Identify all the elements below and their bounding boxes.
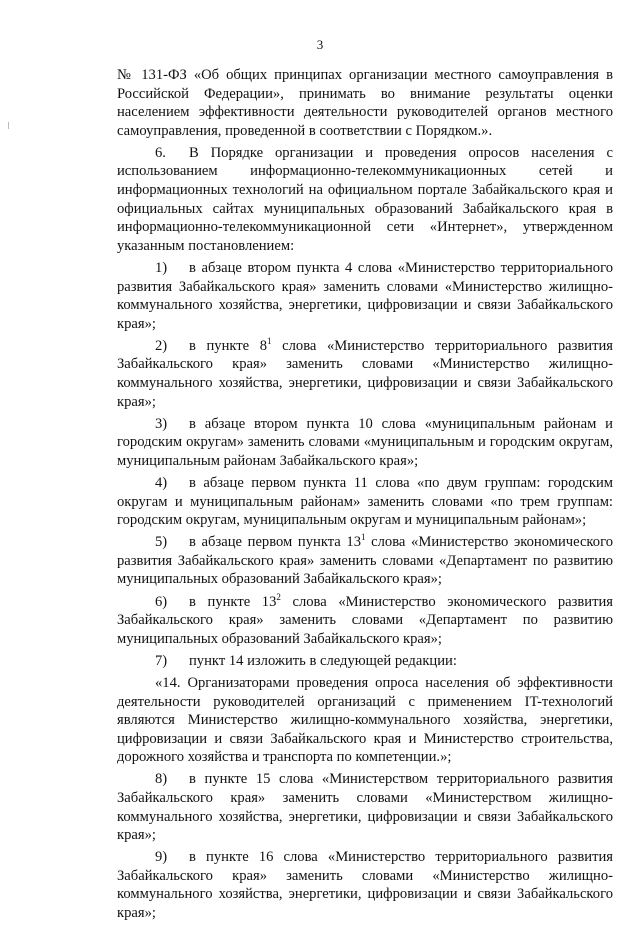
subitem-8: [117, 770, 613, 844]
paragraph-text: в абзаце втором пункта 4 слова «Министерство территориального развития Забайкальского края» заменить словами «Министерство жилищно-коммунального хозяйства, энергетики, цифровизации и связи Забайкальского края»;: [117, 259, 613, 332]
item-number: 8): [155, 771, 168, 788]
paragraph-text-before: в пункте 8: [189, 337, 268, 354]
paragraph-text: в пункте 16 слова «Министерство территориального развития Забайкальского края» заменить словами «Министерство жилищно-коммунального хозяйства, энергетики, цифровизации и связи Забайкальского края»;: [117, 849, 613, 922]
paragraph-text: В Порядке организации и проведения опросов населения с использованием информационно-телекоммуникационных сетей и информационных технологий на официальном портале Забайкальского края и официальных сайтах муниципальных образований Забайкальского края в информационно-телекоммуникационной сети «Интернет», утвержденном указанным постановлением:: [117, 144, 613, 254]
paragraph-text-before: в пункте 13: [189, 593, 277, 610]
paragraph-text: «14. Организаторами проведения опроса населения об эффективности деятельности руководителей организаций с применением IT-технологий являются Министерство жилищно-коммунального хозяйства, энергетики, цифровизации и связи Забайкальского края и Министерство строительства, дорожного хозяйства и транспорта по компетенции.»;: [117, 674, 613, 766]
item-number: 6): [155, 593, 168, 610]
item-number: 1): [155, 259, 168, 276]
item-number: 9): [155, 849, 168, 866]
paragraph-text: в абзаце втором пункта 10 слова «муниципальным районам и городским округам» заменить словами «муниципальным и городским округам, муниципальным районам Забайкальского края»;: [117, 415, 613, 469]
item-number: 5): [155, 534, 168, 551]
paragraph-text: пункт 14 изложить в следующей редакции:: [189, 652, 457, 669]
paragraph-text-after: слова «Министерство экономического развития Забайкальского края» заменить словами «Департамент по развитию муниципальных образований Забайкальского края»;: [117, 593, 614, 647]
subitem-3: [117, 415, 613, 471]
subitem-7: [117, 652, 613, 671]
paragraph-text-after: слова «Министерство экономического развития Забайкальского края» заменить словами «Департамент по развитию муниципальных образований Забайкальского края»;: [117, 534, 613, 588]
subitem-1: [117, 259, 613, 333]
item-number: 3): [155, 415, 168, 432]
subitem-2: [117, 337, 613, 411]
superscript: 1: [361, 532, 366, 543]
paragraph-text-before: в абзаце первом пункта 13: [189, 534, 362, 551]
margin-mark: [8, 122, 9, 129]
paragraph-continuation: [117, 66, 613, 140]
document-body: [117, 66, 613, 926]
superscript: 2: [276, 591, 281, 602]
page-number: 3: [316, 37, 324, 52]
paragraph-text: № 131-ФЗ «Об общих принципах организации местного самоуправления в Российской Федерации», принимать во внимание результаты оценки населением эффективности деятельности руководителей органов местного самоуправления, проведенной в соответствии с Порядком.».: [117, 67, 613, 139]
paragraph-text: в абзаце первом пункта 11 слова «по двум группам: городским округам и муниципальным районам» заменить словами «по трем группам: городским округам, муниципальным округам и муниципальным районам»;: [117, 474, 613, 529]
subitem-4: [117, 474, 613, 530]
subitem-6: [117, 593, 613, 649]
superscript: 1: [267, 335, 272, 346]
item-number: 6.: [155, 144, 166, 161]
item-number: 7): [155, 652, 168, 669]
subitem-9: [117, 848, 613, 922]
item-number: 2): [155, 337, 168, 354]
item-number: 4): [155, 474, 168, 491]
subitem-5: [117, 533, 613, 589]
paragraph-text-after: слова «Министерство территориального развития Забайкальского края» заменить словами «Министерство жилищно-коммунального хозяйства, энергетики, цифровизации и связи Забайкальского края»;: [117, 337, 613, 410]
paragraph-item-6: [117, 144, 613, 256]
quoted-new-wording: [117, 674, 613, 767]
paragraph-text: в пункте 15 слова «Министерством территориального развития Забайкальского края» заменить словами «Министерством жилищно-коммунального хозяйства, энергетики, цифровизации и связи Забайкальского края»;: [117, 771, 613, 844]
